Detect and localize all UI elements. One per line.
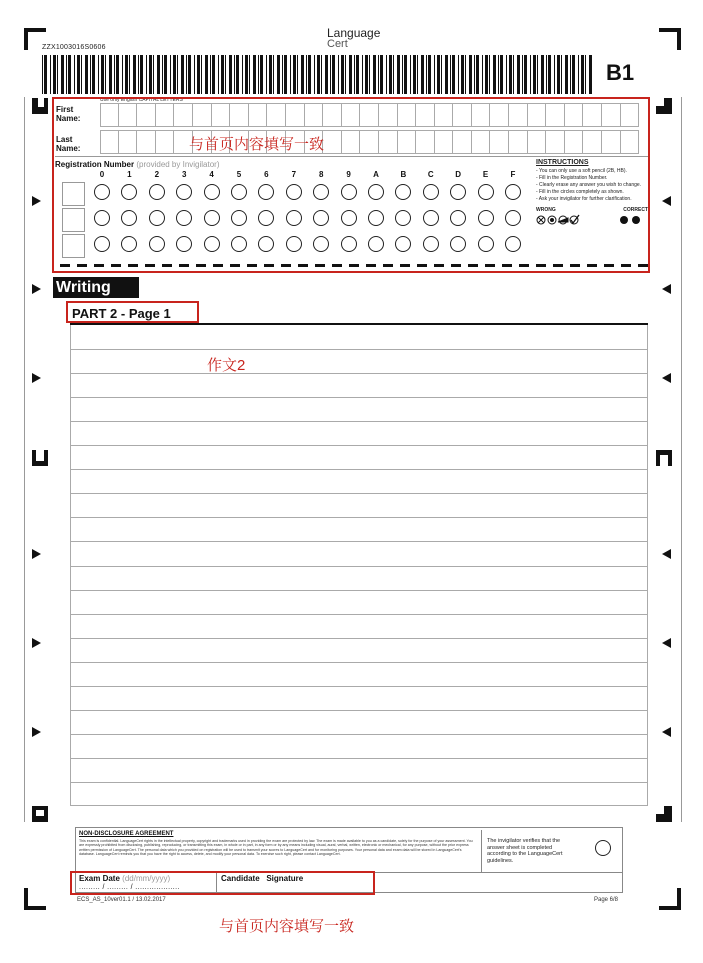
barcode-bar — [365, 55, 368, 94]
barcode-bar — [109, 55, 112, 94]
barcode-bar — [205, 55, 208, 94]
barcode-bar — [445, 55, 448, 94]
barcode-bar — [450, 55, 451, 94]
barcode-bar — [561, 55, 562, 94]
barcode-bar — [426, 55, 427, 94]
barcode-bar — [53, 55, 56, 94]
barcode-bar — [61, 55, 64, 94]
writing-line — [71, 493, 647, 494]
barcode-bar — [321, 55, 322, 94]
writing-line — [71, 373, 647, 374]
writing-line — [71, 662, 647, 663]
instruction-item: - Fill in the Registration Number. — [536, 175, 608, 181]
barcode-bar — [533, 55, 536, 94]
barcode-bar — [373, 55, 376, 94]
barcode-bar — [338, 55, 339, 94]
barcode-bar — [81, 55, 82, 94]
registration-column-label: 0 — [99, 170, 105, 179]
writing-line — [71, 469, 647, 470]
barcode-bar — [589, 55, 592, 94]
barcode-bar — [249, 55, 250, 94]
barcode-bar — [330, 55, 331, 94]
barcode — [42, 55, 594, 94]
barcode-bar — [284, 55, 287, 94]
barcode-bar — [570, 55, 571, 94]
barcode-bar — [530, 55, 531, 94]
writing-line — [71, 734, 647, 735]
registration-column-label: 5 — [236, 170, 242, 179]
barcode-bar — [66, 55, 67, 94]
barcode-bar — [85, 55, 88, 94]
barcode-bar — [212, 55, 215, 94]
registration-column-label: 3 — [181, 170, 187, 179]
barcode-bar — [434, 55, 435, 94]
barcode-bar — [297, 55, 298, 94]
alignment-arrow-right — [32, 638, 41, 648]
barcode-bar — [332, 55, 335, 94]
exam-date-hint: (dd/mm/yyyy) — [122, 874, 171, 883]
barcode-bar — [557, 55, 560, 94]
instruction-item: - Fill in the circles completely as shown. — [536, 189, 624, 195]
capital-letters-note: Use only English CAPITAL LETTERS — [100, 97, 183, 103]
writing-line — [71, 710, 647, 711]
corner-mark-top-right — [659, 28, 681, 50]
barcode-bar — [201, 55, 202, 94]
registration-marker-top-left — [32, 98, 48, 114]
barcode-bar — [404, 55, 407, 94]
barcode-bar — [133, 55, 136, 94]
barcode-bar — [218, 55, 219, 94]
registration-column-label: D — [455, 170, 462, 179]
alignment-arrow-left — [662, 373, 671, 383]
alignment-arrow-right — [32, 549, 41, 559]
writing-line — [71, 614, 647, 615]
barcode-bar — [500, 55, 503, 94]
first-name-label: First Name: — [56, 105, 81, 123]
registration-column-label: 7 — [291, 170, 297, 179]
registration-marker-bottom-left — [32, 806, 48, 822]
document-id: ZZX1003016S0606 — [42, 44, 106, 51]
nda-title: NON-DISCLOSURE AGREEMENT — [79, 831, 174, 837]
barcode-bar — [68, 55, 71, 94]
barcode-bar — [413, 55, 416, 94]
barcode-bar — [221, 55, 224, 94]
instruction-item: - You can only use a soft pencil (2B, HB). — [536, 168, 627, 174]
barcode-bar — [386, 55, 387, 94]
barcode-bar — [493, 55, 496, 94]
alignment-arrow-left — [662, 549, 671, 559]
barcode-bar — [197, 55, 200, 94]
barcode-bar — [164, 55, 167, 94]
barcode-bar — [541, 55, 544, 94]
writing-line — [71, 758, 647, 759]
registration-column-label: B — [400, 170, 407, 179]
barcode-bar — [210, 55, 211, 94]
footer-divider — [481, 830, 482, 872]
barcode-bar — [50, 55, 51, 94]
writing-line — [71, 566, 647, 567]
barcode-bar — [461, 55, 464, 94]
barcode-bar — [548, 55, 551, 94]
barcode-bar — [125, 55, 128, 94]
instructions-title: INSTRUCTIONS — [536, 159, 589, 166]
registration-marker-bottom-right — [656, 806, 672, 822]
part-label: PART 2 - Page 1 — [72, 306, 171, 321]
barcode-bar — [308, 55, 311, 94]
barcode-bar — [356, 55, 359, 94]
registration-column-label: C — [427, 170, 434, 179]
instruction-item: - Ask your invigilator for further clarification. — [536, 196, 632, 202]
registration-column-label: 4 — [209, 170, 214, 179]
barcode-bar — [546, 55, 547, 94]
barcode-bar — [465, 55, 466, 94]
barcode-bar — [77, 55, 80, 94]
barcode-bar — [362, 55, 363, 94]
exam-date-field[interactable]: ......... / ......... / ................... — [79, 884, 180, 891]
barcode-bar — [306, 55, 307, 94]
annotation-note-bottom: 与首页内容填写一致 — [219, 918, 355, 935]
barcode-bar — [517, 55, 520, 94]
barcode-bar — [181, 55, 184, 94]
barcode-bar — [378, 55, 379, 94]
barcode-bar — [138, 55, 139, 94]
barcode-bar — [266, 55, 267, 94]
barcode-bar — [421, 55, 424, 94]
registration-column-label: 9 — [346, 170, 351, 179]
corner-mark-bottom-left — [24, 888, 46, 910]
annotation-note-essay: 作文2 — [207, 357, 246, 374]
barcode-bar — [146, 55, 147, 94]
barcode-bar — [162, 55, 163, 94]
registration-marker-mid-right — [656, 450, 672, 466]
barcode-bar — [157, 55, 160, 94]
writing-line — [71, 638, 647, 639]
barcode-bar — [186, 55, 187, 94]
writing-line — [71, 397, 647, 398]
barcode-bar — [578, 55, 579, 94]
barcode-bar — [314, 55, 315, 94]
writing-line — [71, 517, 647, 518]
page-number: Page 6/8 — [594, 897, 619, 903]
barcode-bar — [301, 55, 304, 94]
barcode-bar — [177, 55, 178, 94]
barcode-bar — [581, 55, 584, 94]
barcode-bar — [585, 55, 586, 94]
writing-line — [71, 590, 647, 591]
registration-hint: (provided by Invigilator) — [136, 160, 220, 169]
writing-area[interactable] — [70, 325, 648, 806]
registration-column-label: E — [482, 170, 489, 179]
alignment-arrow-right — [32, 727, 41, 737]
barcode-bar — [129, 55, 130, 94]
barcode-bar — [410, 55, 411, 94]
section-title: Writing — [53, 277, 139, 298]
barcode-bar — [441, 55, 442, 94]
exam-date-text: Exam Date — [79, 874, 120, 883]
barcode-bar — [341, 55, 344, 94]
barcode-bar — [506, 55, 507, 94]
registration-column-label: A — [373, 170, 379, 179]
barcode-bar — [188, 55, 191, 94]
registration-column-label: 2 — [154, 170, 160, 179]
barcode-bar — [513, 55, 514, 94]
last-name-label: Last Name: — [56, 135, 81, 153]
barcode-bar — [122, 55, 123, 94]
barcode-bar — [482, 55, 483, 94]
alignment-arrow-right — [32, 373, 41, 383]
alignment-arrow-left — [662, 196, 671, 206]
barcode-bar — [489, 55, 490, 94]
barcode-bar — [114, 55, 115, 94]
registration-column-label: F — [510, 170, 516, 179]
barcode-bar — [236, 55, 239, 94]
registration-column-label: 8 — [318, 170, 324, 179]
barcode-bar — [245, 55, 248, 94]
form-border-left — [24, 97, 25, 822]
barcode-bar — [554, 55, 555, 94]
barcode-bar — [98, 55, 99, 94]
barcode-bar — [476, 55, 479, 94]
barcode-bar — [293, 55, 296, 94]
barcode-bar — [509, 55, 512, 94]
registration-column-label: 1 — [127, 170, 132, 179]
writing-line — [71, 541, 647, 542]
registration-marker-mid-left — [32, 450, 48, 466]
barcode-bar — [260, 55, 263, 94]
barcode-bar — [242, 55, 243, 94]
barcode-bar — [393, 55, 394, 94]
barcode-bar — [90, 55, 91, 94]
barcode-bar — [282, 55, 283, 94]
writing-line — [71, 349, 647, 350]
instruction-item: - Clearly erase any answer you wish to change. — [536, 182, 642, 188]
barcode-bar — [428, 55, 431, 94]
barcode-bar — [402, 55, 403, 94]
barcode-bar — [74, 55, 75, 94]
corner-mark-bottom-right — [659, 888, 681, 910]
alignment-arrow-left — [662, 284, 671, 294]
barcode-bar — [498, 55, 499, 94]
registration-marker-top-right — [656, 98, 672, 114]
annotation-frame-footer — [70, 871, 375, 895]
barcode-bar — [380, 55, 383, 94]
barcode-bar — [173, 55, 176, 94]
barcode-bar — [437, 55, 440, 94]
alignment-arrow-left — [662, 727, 671, 737]
form-code: ECS_AS_10ver01.1 / 13.02.2017 — [77, 897, 166, 903]
writing-line — [71, 782, 647, 783]
logo-line-1: Language — [327, 26, 381, 40]
alignment-arrow-left — [662, 638, 671, 648]
annotation-note-top: 与首页内容填写一致 — [189, 136, 325, 153]
form-border-right — [681, 97, 682, 822]
barcode-bar — [522, 55, 523, 94]
barcode-bar — [397, 55, 400, 94]
barcode-bar — [153, 55, 154, 94]
logo-line-2: Cert — [327, 38, 348, 50]
barcode-bar — [369, 55, 370, 94]
barcode-bar — [225, 55, 226, 94]
annotation-frame-candidate — [52, 97, 650, 273]
registration-column-label: 6 — [264, 170, 269, 179]
registration-label-text: Registration Number — [55, 160, 135, 169]
barcode-bar — [42, 55, 43, 94]
writing-line — [71, 445, 647, 446]
barcode-bar — [474, 55, 475, 94]
barcode-bar — [149, 55, 152, 94]
barcode-bar — [354, 55, 355, 94]
barcode-bar — [317, 55, 320, 94]
correct-example-label: CORRECT — [623, 207, 648, 213]
nda-text: This exam is confidential. LanguageCert rights in the intellectual property, copyright and trademarks used in providing the exam are protected by law. The exam is made available to you as a candidate, solely for the purpose of your assessment. You are expressly prohibited from disclosing, publishing, reproducing, or transmitting this exam, in whole or in part, in any form or by any means including visual, aural, verbal, written, electronic or mechanical, for any purpose, without the prior express written permission of LanguageCert. The personal data which you provided on registration will be used to transmit your scores to LanguageCert and for monitoring purposes. Your personal data and exam data will be stored in LanguageCert's database. LanguageCert reminds you that you have the right to access, delete, and modify your personal data. To exercise such right, please contact LanguageCert. — [79, 839, 473, 856]
barcode-bar — [389, 55, 392, 94]
barcode-bar — [273, 55, 274, 94]
barcode-bar — [92, 55, 95, 94]
alignment-arrow-right — [32, 284, 41, 294]
barcode-bar — [452, 55, 455, 94]
barcode-bar — [417, 55, 418, 94]
barcode-bar — [57, 55, 58, 94]
barcode-bar — [458, 55, 459, 94]
barcode-bar — [116, 55, 119, 94]
barcode-bar — [325, 55, 328, 94]
barcode-bar — [485, 55, 488, 94]
invigilator-verification-bubble[interactable] — [595, 840, 611, 856]
barcode-bar — [524, 55, 527, 94]
barcode-bar — [537, 55, 538, 94]
barcode-bar — [565, 55, 568, 94]
barcode-bar — [105, 55, 106, 94]
barcode-bar — [258, 55, 259, 94]
barcode-bar — [269, 55, 272, 94]
wrong-example-label: WRONG — [536, 207, 556, 213]
writing-line — [71, 421, 647, 422]
writing-line — [71, 686, 647, 687]
barcode-bar — [194, 55, 195, 94]
barcode-bar — [140, 55, 143, 94]
barcode-bar — [234, 55, 235, 94]
barcode-bar — [572, 55, 575, 94]
barcode-bar — [170, 55, 171, 94]
barcode-bar — [469, 55, 472, 94]
level-badge: B1 — [606, 60, 635, 85]
barcode-bar — [101, 55, 104, 94]
barcode-bar — [229, 55, 232, 94]
alignment-arrow-right — [32, 196, 41, 206]
barcode-bar — [349, 55, 352, 94]
barcode-bar — [44, 55, 47, 94]
candidate-signature-field[interactable]: Candidate Signature — [221, 874, 304, 883]
invigilator-verification-text: The invigilator verifies that the answer sheet is completed according to the LanguageCert guidelines. — [487, 838, 563, 864]
barcode-bar — [290, 55, 291, 94]
barcode-bar — [253, 55, 256, 94]
barcode-bar — [277, 55, 280, 94]
languagecert-logo — [327, 28, 397, 50]
barcode-bar — [345, 55, 346, 94]
